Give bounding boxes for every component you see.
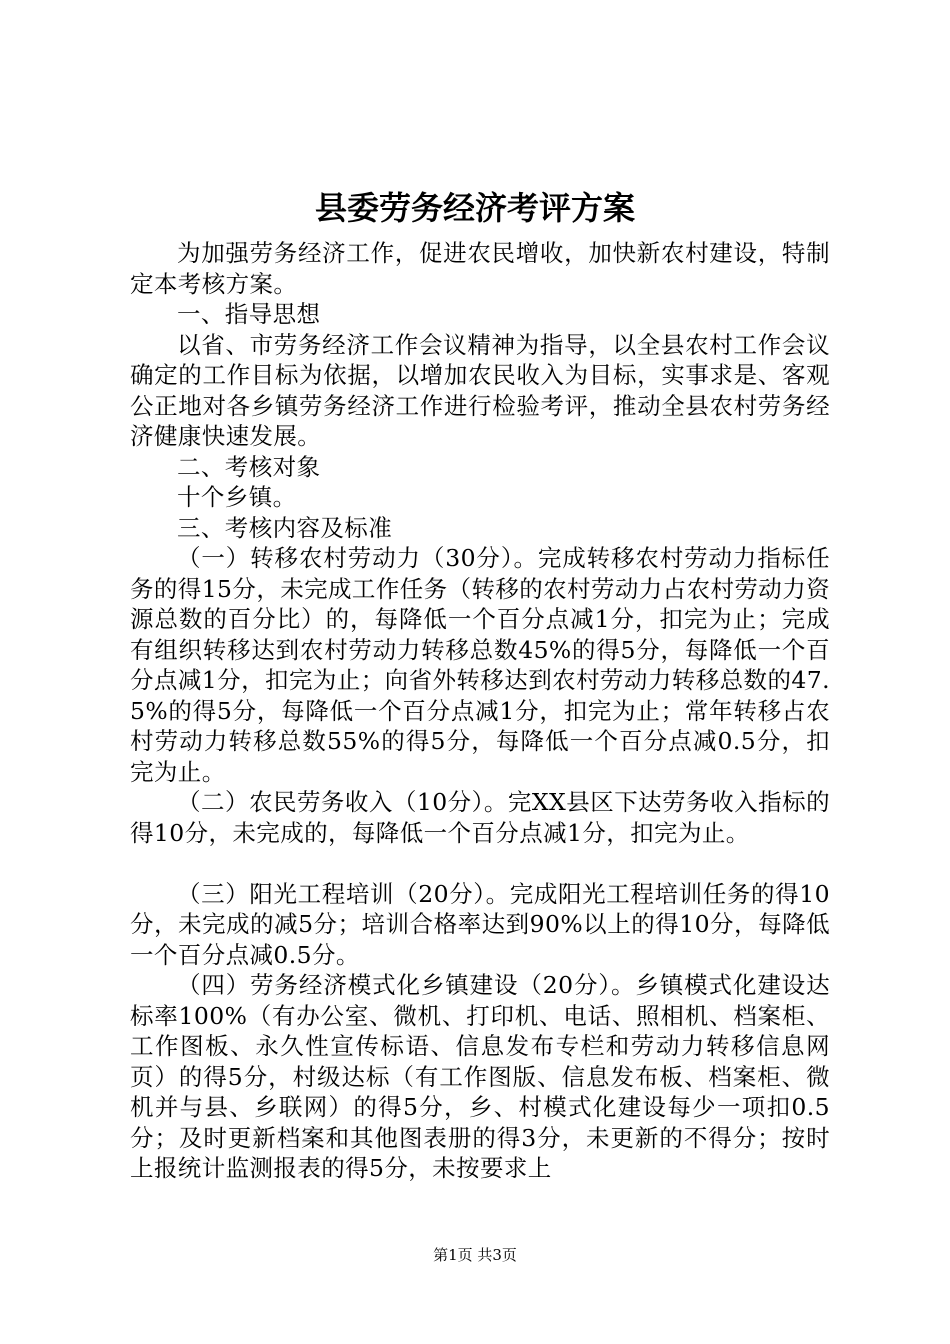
section-heading-assessment-target: 二、考核对象 — [177, 452, 321, 481]
intro-paragraph: 为加强劳务经济工作，促进农民增收，加快新农村建设，特制定本考核方案。 — [130, 239, 830, 298]
standard-item-2-paragraph: （二）农民劳务收入（10分）。完XX县区下达劳务收入指标的得10分，未完成的，每降低一个百分点减1分，扣完为止。 — [130, 788, 830, 847]
standard-item-3-paragraph: （三）阳光工程培训（20分）。完成阳光工程培训任务的得10分，未完成的减5分；培训合格率达到90%以上的得10分，每降低一个百分点减0.5分。 — [130, 879, 830, 969]
document-body — [130, 238, 830, 1184]
blank-line — [130, 848, 830, 879]
page-number-footer: 第1页 共3页 — [433, 1246, 517, 1264]
standard-item-1-paragraph: （一）转移农村劳动力（30分）。完成转移农村劳动力指标任务的得15分，未完成工作任务（转移的农村劳动力占农村劳动力资源总数的百分比）的，每降低一个百分点减1分，扣完为止；完成有组织转移达到农村劳动力转移总数45%的得5分，每降低一个百分点减1分，扣完为止；向省外转移达到农村劳动力转移总数的47.5%的得5分，每降低一个百分点减1分，扣完为止；常年转移占农村劳动力转移总数55%的得5分，每降低一个百分点减0.5分，扣完为止。 — [130, 544, 830, 786]
standard-item-4-paragraph: （四）劳务经济模式化乡镇建设（20分）。乡镇模式化建设达标率100%（有办公室、微机、打印机、电话、照相机、档案柜、工作图板、永久性宣传标语、信息发布专栏和劳动力转移信息网页）的得5分，村级达标（有工作图版、信息发布板、档案柜、微机并与县、乡联网）的得5分，乡、村模式化建设每少一项扣0.5分；及时更新档案和其他图表册的得3分，未更新的不得分；按时上报统计监测报表的得5分，未按要求上 — [130, 971, 830, 1182]
assessment-target-paragraph: 十个乡镇。 — [177, 483, 297, 511]
document-title: 县委劳务经济考评方案 — [314, 189, 635, 227]
guiding-thought-paragraph: 以省、市劳务经济工作会议精神为指导，以全县农村工作会议确定的工作目标为依据，以增加农民收入为目标，实事求是、客观公正地对各乡镇劳务经济工作进行检验考评，推动全县农村劳务经济健康快速发展。 — [130, 330, 830, 450]
section-heading-guiding-thought: 一、指导思想 — [177, 300, 321, 328]
section-heading-content-standards: 三、考核内容及标准 — [177, 513, 393, 542]
